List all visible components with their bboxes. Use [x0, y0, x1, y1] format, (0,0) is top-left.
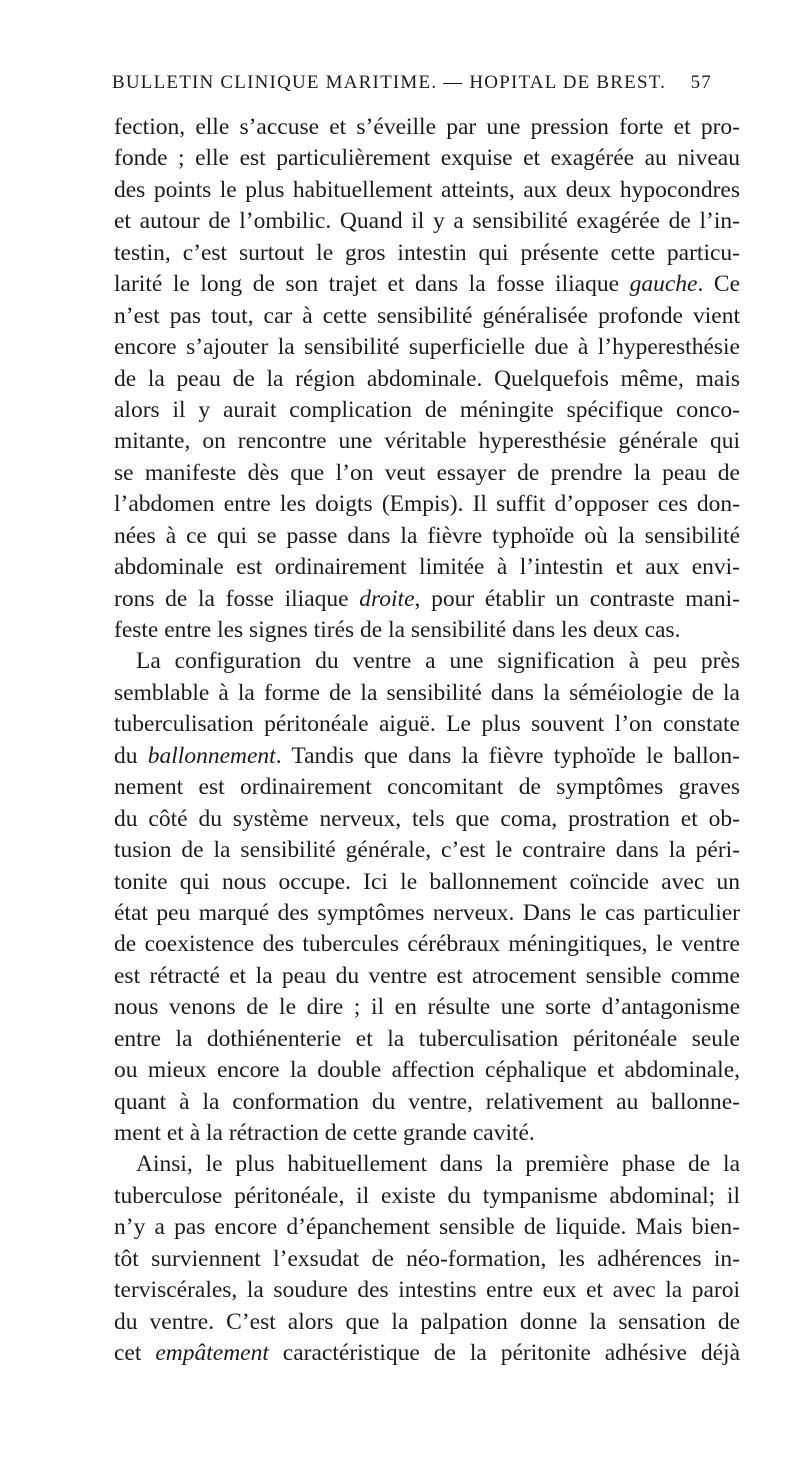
- text-run: nées à ce qui se passe dans la fièvre typhoïde où la sensibilité: [114, 522, 740, 549]
- text-run: fection, elle s’accuse et s’éveille par une pression forte et pro-: [114, 114, 740, 140]
- text-run: de la peau de la région abdominale. Quelquefois même, mais: [114, 365, 740, 392]
- text-run: tôt surviennent l’exsudat de néo-formation, les adhérences in-: [114, 1245, 740, 1272]
- text-run: tuberculisation péritonéale aiguë. Le plus souvent l’on constate: [114, 711, 740, 738]
- text-line: [114, 332, 740, 363]
- text-run: du ventre. C’est alors que la palpation donne la sensation de: [114, 1308, 740, 1335]
- text-run: nous venons de le dire ; il en résulte une sorte d’antagonisme: [114, 994, 740, 1021]
- text-run: , pour établir un contraste mani-: [414, 585, 741, 612]
- text-run: l’abdomen entre les doigts (Empis). Il suffit d’opposer ces don-: [114, 491, 740, 518]
- text-run: feste entre les signes tirés de la sensibilité dans les deux cas.: [114, 617, 681, 643]
- text-line: [114, 772, 740, 803]
- text-run: tuberculose péritonéale, il existe du tympanisme abdominal; il: [114, 1182, 740, 1209]
- text-line: [114, 646, 740, 677]
- text-run: encore s’ajouter la sensibilité superficielle due à l’hyperesthésie: [114, 334, 740, 361]
- text-line: [114, 1338, 740, 1369]
- text-line: [114, 1087, 740, 1118]
- text-line: [114, 489, 740, 520]
- text-line: [114, 301, 740, 332]
- text-run: du côté du système nerveux, tels que coma, prostration et ob-: [114, 805, 740, 832]
- text-line: [114, 898, 740, 929]
- body-text: [114, 112, 740, 1370]
- text-run: testin, c’est surtout le gros intestin qui présente cette particu-: [114, 239, 740, 266]
- text-line: [114, 1024, 740, 1055]
- text-run: . Ce: [697, 271, 740, 298]
- page-header: [112, 72, 712, 102]
- text-run: n’est pas tout, car à cette sensibilité généralisée profonde vient: [114, 302, 740, 329]
- text-line: [114, 835, 740, 866]
- text-run: larité le long de son trajet et dans la fosse iliaque: [114, 271, 630, 298]
- text-run: semblable à la forme de la sensibilité dans la séméiologie de la: [114, 679, 740, 706]
- paragraph: [114, 646, 740, 1149]
- text-line: [114, 992, 740, 1023]
- text-run: quant à la conformation du ventre, relativement au ballonne-: [114, 1088, 740, 1115]
- text-run: état peu marqué des symptômes nerveux. Dans le cas particulier: [114, 899, 740, 926]
- text-line: [114, 269, 740, 300]
- text-run: terviscérales, la soudure des intestins entre eux et avec la paroi: [114, 1277, 740, 1304]
- text-run: Ainsi, le plus habituellement dans la première phase de la: [136, 1151, 740, 1178]
- text-run: fonde ; elle est particulièrement exquise et exagérée au niveau: [114, 145, 740, 172]
- text-run: . Tandis que dans la fièvre typhoïde le ballon-: [275, 742, 741, 769]
- text-run: tonite qui nous occupe. Ici le ballonnement coïncide avec un: [114, 868, 740, 895]
- text-line: [114, 395, 740, 426]
- text-line: [114, 206, 740, 237]
- text-run: des points le plus habituellement atteints, aux deux hypocondres: [114, 176, 740, 203]
- text-line: [114, 741, 740, 772]
- text-line: [114, 238, 740, 269]
- text-line: [114, 521, 740, 552]
- text-line: [114, 584, 740, 615]
- text-line: [114, 1244, 740, 1275]
- text-line: [114, 426, 740, 457]
- text-run: cet: [114, 1340, 156, 1367]
- text-run: mitante, on rencontre une véritable hyperesthésie générale qui: [114, 428, 740, 455]
- text-run: caractéristique de la péritonite adhésive déjà: [268, 1340, 741, 1367]
- text-run: tusion de la sensibilité générale, c’est le contraire dans la péri-: [114, 837, 740, 864]
- paragraph: [114, 1149, 740, 1369]
- text-line: [114, 552, 740, 583]
- text-run: rons de la fosse iliaque: [114, 585, 360, 612]
- text-run: abdominale est ordinairement limitée à l’intestin et aux envi-: [114, 554, 740, 581]
- italic-term: ballonnement: [147, 742, 276, 769]
- text-line: [114, 1275, 740, 1306]
- text-line: [114, 112, 740, 143]
- paragraph: [114, 112, 740, 646]
- text-run: nement est ordinairement concomitant de symptômes graves: [114, 774, 740, 801]
- italic-term: empâtement: [155, 1340, 269, 1367]
- text-run: est rétracté et la peau du ventre est atrocement sensible comme: [114, 962, 740, 989]
- text-line: [114, 961, 740, 992]
- text-line: [114, 929, 740, 960]
- text-line: [114, 1307, 740, 1338]
- text-line: [114, 458, 740, 489]
- text-line: [114, 143, 740, 174]
- text-line: [114, 804, 740, 835]
- text-line: [114, 678, 740, 709]
- italic-term: droite: [359, 585, 415, 612]
- text-line: [114, 1118, 740, 1149]
- text-run: du: [114, 742, 148, 769]
- text-run: se manifeste dès que l’on veut essayer de prendre la peau de: [114, 459, 740, 486]
- page-number: 57: [690, 72, 712, 93]
- text-run: ou mieux encore la double affection céphalique et abdominale,: [114, 1057, 740, 1084]
- text-run: La configuration du ventre a une signification à peu près: [136, 648, 740, 675]
- text-line: [114, 1055, 740, 1086]
- text-run: de coexistence des tubercules cérébraux méningitiques, le ventre: [114, 931, 740, 958]
- text-line: [114, 1149, 740, 1180]
- text-line: [114, 175, 740, 206]
- text-line: [114, 364, 740, 395]
- running-title: BULLETIN CLINIQUE MARITIME. — HOPITAL DE BREST.: [112, 72, 667, 93]
- text-line: [114, 1181, 740, 1212]
- text-run: ment et à la rétraction de cette grande cavité.: [114, 1120, 535, 1146]
- text-run: n’y a pas encore d’épanchement sensible de liquide. Mais bien-: [114, 1214, 740, 1241]
- text-line: [114, 1212, 740, 1243]
- text-run: alors il y aurait complication de méningite spécifique conco-: [114, 396, 740, 423]
- text-line: [114, 867, 740, 898]
- text-run: et autour de l’ombilic. Quand il y a sensibilité exagérée de l’in-: [114, 208, 740, 235]
- italic-term: gauche: [629, 271, 698, 298]
- text-run: entre la dothiénenterie et la tuberculisation péritonéale seule: [114, 1025, 740, 1052]
- text-line: [114, 709, 740, 740]
- text-line: [114, 615, 740, 646]
